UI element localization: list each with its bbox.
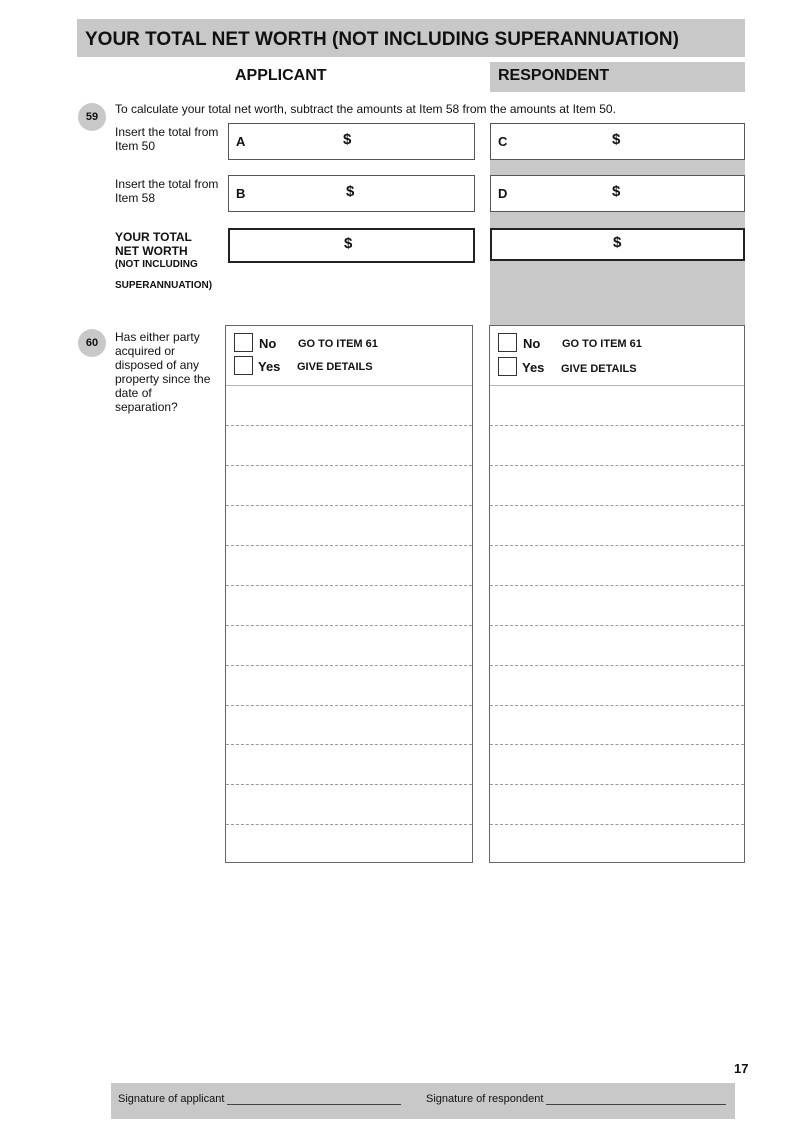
item-59-number: 59: [78, 103, 106, 131]
respondent-signature-area: [426, 1093, 726, 1105]
question-line: property since the: [115, 372, 211, 386]
currency-symbol: $: [613, 234, 622, 251]
page-number: 17: [734, 1061, 749, 1076]
respondent-signature-label: Signature of respondent: [426, 1093, 544, 1105]
row-item-50-label: [115, 125, 218, 153]
respondent-total-net-worth-field[interactable]: [490, 228, 745, 261]
row-item-58-label: [115, 177, 218, 205]
row-item-50-label-line2: Item 50: [115, 139, 156, 153]
applicant-item-50-field[interactable]: [228, 123, 475, 160]
applicant-column-heading: APPLICANT: [235, 67, 327, 84]
details-line[interactable]: [490, 744, 744, 745]
field-letter-c: C: [498, 134, 508, 149]
respondent-yes-checkbox[interactable]: [498, 357, 517, 376]
applicant-yes-note: GIVE DETAILS: [297, 361, 373, 373]
respondent-property-details: [489, 325, 745, 863]
applicant-no-checkbox[interactable]: [234, 333, 253, 352]
total-net-worth-label: [115, 230, 212, 293]
details-line[interactable]: [226, 665, 472, 666]
details-line[interactable]: [226, 585, 472, 586]
total-label-line4: SUPERANNUATION): [115, 280, 213, 291]
applicant-no-label: No: [259, 336, 277, 351]
respondent-no-label: No: [523, 336, 541, 351]
field-letter-a: A: [236, 134, 246, 149]
details-line[interactable]: [490, 824, 744, 825]
currency-symbol: $: [612, 183, 621, 200]
page-title: YOUR TOTAL NET WORTH (NOT INCLUDING SUPERANNUATION): [77, 19, 745, 57]
details-line[interactable]: [490, 705, 744, 706]
details-line[interactable]: [490, 465, 744, 466]
applicant-yes-label: Yes: [258, 359, 281, 374]
details-line[interactable]: [226, 425, 472, 426]
respondent-signature-line[interactable]: [546, 1094, 726, 1105]
applicant-signature-area: [118, 1093, 401, 1105]
respondent-item-58-field[interactable]: [490, 175, 745, 212]
field-letter-d: D: [498, 186, 508, 201]
row-item-58-label-line1: Insert the total from: [115, 177, 219, 191]
details-line[interactable]: [490, 665, 744, 666]
total-label-line1: YOUR TOTAL: [115, 230, 192, 244]
details-line[interactable]: [490, 505, 744, 506]
details-line[interactable]: [490, 585, 744, 586]
respondent-column-heading: RESPONDENT: [498, 67, 610, 84]
question-line: date of: [115, 386, 152, 400]
details-line[interactable]: [490, 784, 744, 785]
details-line[interactable]: [226, 625, 472, 626]
details-line[interactable]: [490, 545, 744, 546]
details-line[interactable]: [226, 385, 472, 386]
respondent-item-50-field[interactable]: [490, 123, 745, 160]
question-line: separation?: [115, 400, 178, 414]
question-line: disposed of any: [115, 358, 200, 372]
currency-symbol: $: [344, 235, 353, 252]
applicant-total-net-worth-field[interactable]: [228, 228, 475, 263]
details-line[interactable]: [226, 824, 472, 825]
respondent-no-checkbox[interactable]: [498, 333, 517, 352]
applicant-signature-line[interactable]: [227, 1094, 401, 1105]
item-60-question: [115, 330, 210, 414]
details-line[interactable]: [226, 465, 472, 466]
details-line[interactable]: [226, 784, 472, 785]
applicant-property-details: [225, 325, 473, 863]
applicant-signature-label: Signature of applicant: [118, 1093, 225, 1105]
currency-symbol: $: [612, 131, 621, 148]
details-line[interactable]: [490, 425, 744, 426]
respondent-no-note: GO TO ITEM 61: [562, 338, 642, 350]
signature-footer: [111, 1083, 735, 1119]
row-item-58-label-line2: Item 58: [115, 191, 156, 205]
question-line: acquired or: [115, 344, 176, 358]
applicant-no-note: GO TO ITEM 61: [298, 338, 378, 350]
details-line[interactable]: [226, 744, 472, 745]
total-label-line2: NET WORTH: [115, 244, 188, 258]
details-line[interactable]: [226, 505, 472, 506]
details-line[interactable]: [490, 625, 744, 626]
applicant-yes-checkbox[interactable]: [234, 356, 253, 375]
details-line[interactable]: [226, 705, 472, 706]
details-line[interactable]: [226, 545, 472, 546]
respondent-yes-label: Yes: [522, 360, 545, 375]
question-line: Has either party: [115, 330, 200, 344]
applicant-item-58-field[interactable]: [228, 175, 475, 212]
item-59-instruction: To calculate your total net worth, subtract the amounts at Item 58 from the amounts at Item 50.: [115, 102, 616, 116]
respondent-yes-note: GIVE DETAILS: [561, 363, 637, 375]
currency-symbol: $: [346, 183, 355, 200]
currency-symbol: $: [343, 131, 352, 148]
row-item-50-label-line1: Insert the total from: [115, 125, 219, 139]
item-60-number: 60: [78, 329, 106, 357]
field-letter-b: B: [236, 186, 246, 201]
details-line[interactable]: [490, 385, 744, 386]
total-label-line3: (NOT INCLUDING: [115, 259, 198, 270]
